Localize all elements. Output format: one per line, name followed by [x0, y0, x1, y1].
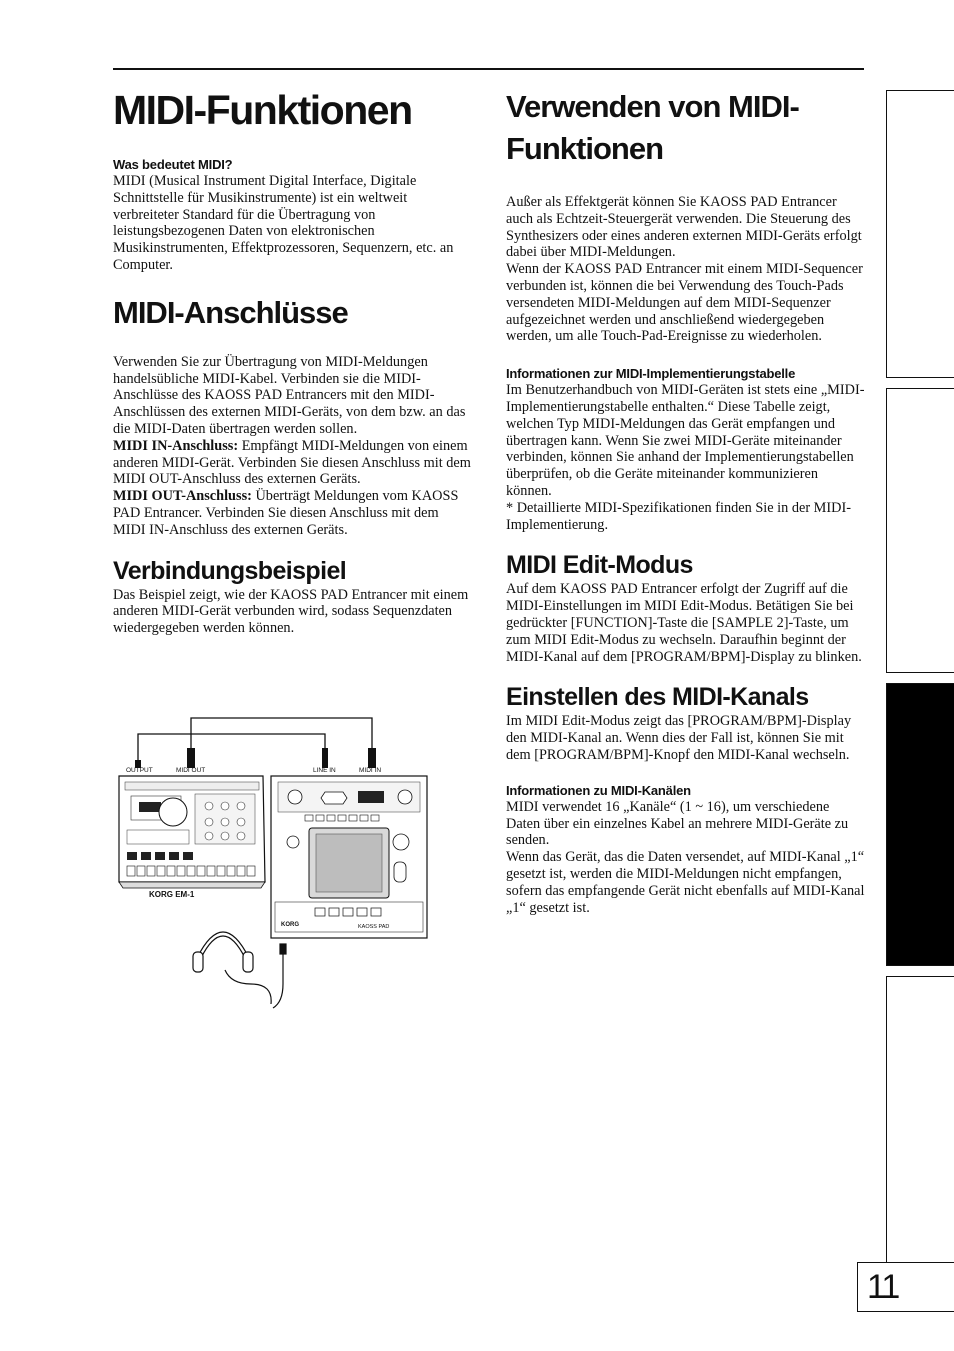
top-rule	[113, 68, 864, 70]
plug-midi-in	[368, 748, 376, 768]
midi-channels-heading: Informationen zu MIDI-Kanälen	[506, 782, 691, 798]
side-tab-2	[886, 388, 954, 673]
midi-connections-title: MIDI-Anschlüsse	[113, 294, 348, 330]
midi-edit-text: Auf dem KAOSS PAD Entrancer erfolgt der Zugriff auf die MIDI-Einstellungen im MIDI Edit-Modus. Betätigen Sie bei gedrückter [FUNCTION]-Taste die [SAMPLE 2]-Taste, um zum MIDI Edit-Modus zu wechseln. Daraufhin beginnt der MIDI-Kanal auf dem [PROGRAM/BPM]-Display zu blinken.	[506, 581, 862, 665]
what-is-midi-heading: Was bedeutet MIDI?	[113, 157, 233, 172]
midi-out-text: Überträgt Meldungen vom KAOSS PAD Entrancer. Verbinden Sie diesen Anschluss mit dem MIDI IN-Anschluss des externen Geräts.	[113, 488, 459, 538]
midi-channel-title: Einstellen des MIDI-Kanals	[506, 683, 809, 712]
connection-diagram-svg	[113, 712, 443, 1012]
connection-diagram	[113, 712, 443, 1012]
using-midi-title: Verwenden von MIDI-Funktionen	[506, 89, 799, 166]
kaoss-pad-device	[271, 776, 427, 938]
label-output: OUTPUT	[126, 767, 153, 774]
plugs	[135, 748, 376, 768]
impl-table-note: * Detaillierte MIDI-Spezifikationen finden Sie in der MIDI-Implementierung.	[506, 499, 852, 533]
side-tab-1	[886, 90, 954, 378]
device-caption: KORG EM-1	[149, 890, 195, 899]
label-midi-out: MIDI OUT	[176, 767, 206, 774]
label-line-in: LINE IN	[313, 767, 336, 774]
korg-em1-device	[119, 776, 265, 888]
midi-in-label: MIDI IN-Anschluss:	[113, 437, 239, 454]
cables	[138, 718, 372, 764]
midi-connections-text: Verwenden Sie zur Übertragung von MIDI-Meldungen handelsübliche MIDI-Kabel. Verbinden sie die MIDI-Anschlüsse des KAOSS PAD Entrancers mit den MIDI-Anschlüssen des externen MIDI-Geräts, von dem bzw. an das die MIDI-Daten übertragen werden sollen.	[113, 353, 466, 437]
label-midi-in: MIDI IN	[359, 767, 382, 774]
midi-channels-text: MIDI verwendet 16 „Kanäle“ (1 ~ 16), um verschiedene Daten über ein einzelnes Kabel an mehrere MIDI-Geräte zu senden.	[506, 798, 849, 849]
midi-channel-text: Im MIDI Edit-Modus zeigt das [PROGRAM/BPM]-Display den MIDI-Kanal an. Wenn dies der Fall ist, können Sie mit dem [PROGRAM/BPM]-Knopf den MIDI-Kanal wechseln.	[506, 713, 852, 763]
audio-cable	[138, 734, 325, 764]
pad-name: KAOSS PAD	[358, 924, 390, 930]
using-midi-intro-2: Wenn der KAOSS PAD Entrancer mit einem MIDI-Sequencer verbunden ist, können die bei Verwendung des Touch-Pads versendeten MIDI-Meldungen auf dem MIDI-Sequenzer aufgezeichnet werden und anschließend wiedergegeben werden, um alle Touch-Pad-Ereignisse zu wiederholen.	[506, 261, 863, 345]
example-text: Das Beispiel zeigt, wie der KAOSS PAD Entrancer mit einem anderen MIDI-Gerät verbunden wird, sodass Sequenzdaten wiedergegeben werden können.	[113, 586, 469, 637]
page-title: MIDI-Funktionen	[113, 87, 412, 133]
plug-midi-out	[187, 748, 195, 768]
impl-table-text: Im Benutzerhandbuch von MIDI-Geräten ist stets eine „MIDI-Implementierungstabelle enthalten.“ Diese Tabelle zeigt, welchen Typ MIDI-Meldungen das Gerät empfangen und übertragen kann. Wenn Sie zwei MIDI-Geräte miteinander verbinden, können Sie anhand der Implementierungstabellen überprüfen, ob die Geräte miteinander kommunizieren können.	[506, 382, 865, 499]
what-is-midi-text: MIDI (Musical Instrument Digital Interface, Digitale Schnittstelle für Musikinstrumente) ist ein weltweit verbreiteter Standard für die Übertragung von leistungsbezogenen Daten von elektronischen Musikinstrumenten, Effektprozessoren, Sequenzern, etc. an Computer.	[113, 173, 454, 273]
using-midi-intro: Außer als Effektgerät können Sie KAOSS PAD Entrancer auch als Echtzeit-Steuergerät verwenden. Die Steuerung des Synthesizers oder eines anderen externen MIDI-Geräts erfolgt dabei über MIDI-Meldungen.	[506, 194, 862, 261]
page-number: 11	[857, 1262, 954, 1312]
pad-brand: KORG	[281, 922, 299, 928]
midi-in-paragraph	[113, 438, 473, 488]
left-column	[113, 80, 473, 637]
headphones-icon	[193, 932, 286, 1008]
right-column	[506, 80, 866, 916]
side-tab-4	[886, 976, 954, 1263]
example-title: Verbindungsbeispiel	[113, 556, 347, 585]
midi-cable	[191, 718, 372, 752]
impl-table-heading: Informationen zur MIDI-Implementierungstabelle	[506, 366, 796, 382]
midi-in-text: Empfängt MIDI-Meldungen von einem anderen MIDI-Gerät. Verbinden Sie diesen Anschluss mit dem MIDI OUT-Anschluss des externen Geräts.	[113, 437, 471, 488]
midi-channels-text-2: Wenn das Gerät, das die Daten versendet, auf MIDI-Kanal „1“ gesetzt ist, werden die MIDI-Meldungen nicht empfangen, sofern das empfangende Gerät nicht ebenfalls auf MIDI-Kanal „1“ gesetzt ist.	[506, 849, 865, 916]
side-tab-active	[886, 683, 954, 966]
midi-out-label: MIDI OUT-Anschluss:	[113, 488, 252, 505]
midi-edit-title: MIDI Edit-Modus	[506, 551, 693, 580]
plug-line-in	[322, 748, 328, 768]
midi-out-paragraph	[113, 488, 473, 538]
